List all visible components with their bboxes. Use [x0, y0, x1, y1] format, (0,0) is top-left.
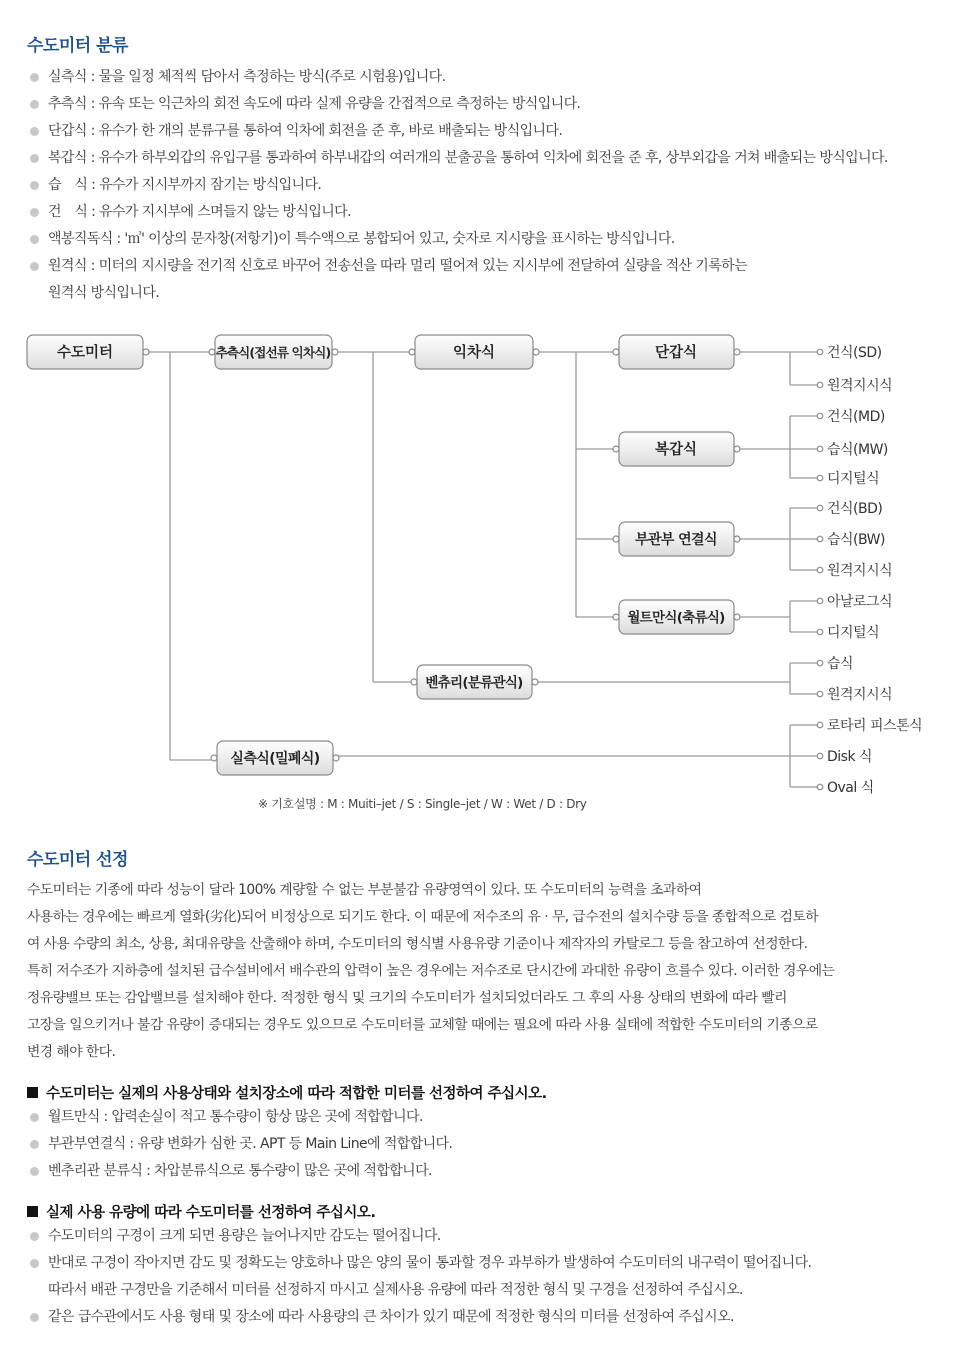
paragraph-line: 여 사용 수량의 최소, 상용, 최대유량을 산출해야 하며, 수도미터의 형식별 사용유량 기준이나 제작자의 카탈로그 등을 참고하여 선정한다. [27, 936, 808, 952]
node-positive-label: 실측식(밀폐식) [230, 751, 320, 767]
node-woltmann-label: 월트만식(축류식) [627, 610, 725, 626]
paragraph-line: 특히 저수조가 지하층에 설치된 급수설비에서 배수관의 압력이 높은 경우에는 저수조로 단시간에 과대한 유량이 흐를수 있다. 이러한 경우에는 [27, 963, 835, 979]
list-item: 단갑식 : 유수가 한 개의 분류구를 통하여 익차에 회전을 준 후, 바로 배출되는 방식입니다. [30, 118, 888, 145]
paragraph-line: 고장을 일으키거나 불감 유량이 증대되는 경우도 있으므로 수도미터를 교체할 때에는 필요에 따라 사용 실태에 적합한 수도미터의 기종으로 [27, 1017, 818, 1033]
section-title-classification: 수도미터 분류 [27, 36, 128, 56]
list-item: 수도미터의 구경이 크게 되면 용량은 늘어나지만 감도는 떨어집니다. [30, 1223, 811, 1250]
symbol-note: ※ 기호설명 : M : Muiti–jet / S : Single–jet / W : Wet / D : Dry [258, 797, 587, 811]
node-multi-label: 복갑식 [654, 442, 698, 458]
leaf-label: 아날로그식 [827, 594, 893, 610]
section-title-selection: 수도미터 선정 [27, 850, 128, 870]
list-item [30, 1250, 811, 1304]
paragraph-line: 정유량밸브 또는 감압밸브를 설치해야 한다. 적정한 형식 및 크기의 수도미터가 설치되었더라도 그 후의 사용 상태의 변화에 따라 빨리 [27, 990, 787, 1006]
list-item: 복갑식 : 유수가 하부외갑의 유입구를 통과하여 하부내갑의 여러개의 분출공을 통하여 익차에 회전을 준 후, 상부외갑을 거쳐 배출되는 방식입니다. [30, 145, 888, 172]
list-item: 실측식 : 물을 일정 체적씩 담아서 측정하는 방식(주로 시험용)입니다. [30, 64, 888, 91]
square-bullet-icon [27, 1087, 38, 1098]
list-item: 같은 급수관에서도 사용 형태 및 장소에 따라 사용량의 큰 차이가 있기 때문에 적정한 형식의 미터를 선정하여 주십시오. [30, 1304, 811, 1331]
leaf-label: 원격지시식 [827, 378, 893, 394]
location-list [30, 1104, 452, 1185]
connector-dots [143, 349, 823, 790]
list-item-line: 원격식 방식입니다. [48, 285, 160, 301]
list-item-line: 따라서 배관 구경만을 기준해서 미터를 선정하지 마시고 실제사용 유량에 따라 적정한 형식 및 구경을 선정하여 주십시오. [48, 1282, 743, 1298]
subheading-location [27, 1082, 547, 1103]
node-positive [217, 741, 333, 775]
node-impeller-label: 익차식 [452, 345, 496, 361]
flow-list [30, 1223, 811, 1331]
node-inferential-label: 추측식(접선류 익차식) [215, 345, 331, 360]
leaf-label: 디지털식 [827, 471, 880, 487]
subheading-text: 실제 사용 유량에 따라 수도미터를 선정하여 주십시오. [46, 1205, 376, 1221]
leaf-label: 건식(MD) [827, 409, 885, 425]
meter-classification-diagram [0, 320, 960, 800]
list-item: 추측식 : 유속 또는 익근차의 회전 속도에 따라 실제 유량을 간접적으로 측정하는 방식입니다. [30, 91, 888, 118]
leaf-label: 건식(SD) [827, 345, 882, 361]
leaf-label: 로타리 피스톤식 [827, 718, 923, 734]
leaf-label: Disk 식 [827, 749, 873, 765]
node-impeller [415, 335, 533, 369]
leaf-label: 디지털식 [827, 625, 880, 641]
leaf-label: 건식(BD) [827, 501, 883, 517]
classification-list [30, 64, 888, 307]
subheading-flow [27, 1201, 375, 1222]
subheading-text: 수도미터는 실제의 사용상태와 설치장소에 따라 적합한 미터를 선정하여 주십시오. [46, 1086, 547, 1102]
leaf-label: 원격지시식 [827, 563, 893, 579]
square-bullet-icon [27, 1206, 38, 1217]
list-item: 습 식 : 유수가 지시부까지 잠기는 방식입니다. [30, 172, 888, 199]
node-woltmann [619, 600, 734, 634]
node-single-label: 단갑식 [654, 345, 698, 361]
list-item: 벤추리관 분류식 : 차압분류식으로 통수량이 많은 곳에 적합합니다. [30, 1158, 452, 1185]
leaf-label: 원격지시식 [827, 687, 893, 703]
selection-paragraph [27, 877, 932, 1066]
node-root-label: 수도미터 [56, 345, 114, 361]
leaf-label: 습식(MW) [827, 442, 888, 458]
list-item: 건 식 : 유수가 지시부에 스며들지 않는 방식입니다. [30, 199, 888, 226]
leaf-label: Oval 식 [827, 780, 874, 796]
node-venturi-label: 벤츄리(분류관식) [425, 675, 523, 691]
list-item-line: 반대로 구경이 작아지면 감도 및 정확도는 양호하나 많은 양의 물이 통과할 경우 과부하가 발생하여 수도미터의 내구력이 떨어집니다. [48, 1255, 812, 1271]
list-item [30, 253, 888, 307]
leaf-label: 습식 [827, 656, 854, 672]
list-item: 부관부연결식 : 유량 변화가 심한 곳. APT 등 Main Line에 적합합니다. [30, 1131, 452, 1158]
leaf-label: 습식(BW) [827, 532, 885, 548]
list-item: 액봉직독식 : '㎥' 이상의 문자창(저항기)이 특수액으로 봉합되어 있고, 숫자로 지시량을 표시하는 방식입니다. [30, 226, 888, 253]
node-root [27, 335, 143, 369]
node-pipe-connect [619, 522, 734, 556]
node-inferential [215, 335, 332, 369]
node-multi [619, 432, 734, 466]
list-item-line: 원격식 : 미터의 지시량을 전기적 신호로 바꾸어 전송선을 따라 멀리 떨어져 있는 지시부에 전달하여 실량을 적산 기록하는 [48, 258, 747, 274]
node-pipe-connect-label: 부관부 연결식 [635, 532, 717, 548]
paragraph-line: 수도미터는 기종에 따라 성능이 달라 100% 계량할 수 없는 부분불감 유량영역이 있다. 또 수도미터의 능력을 초과하여 [27, 882, 702, 898]
paragraph-line: 변경 해야 한다. [27, 1044, 116, 1060]
list-item: 월트만식 : 압력손실이 적고 통수량이 항상 많은 곳에 적합합니다. [30, 1104, 452, 1131]
node-single [619, 335, 734, 369]
paragraph-line: 사용하는 경우에는 빠르게 열화(劣化)되어 비정상으로 되기도 한다. 이 때문에 저수조의 유 · 무, 급수전의 설치수량 등을 종합적으로 검토하 [27, 909, 819, 925]
node-venturi [417, 665, 532, 699]
